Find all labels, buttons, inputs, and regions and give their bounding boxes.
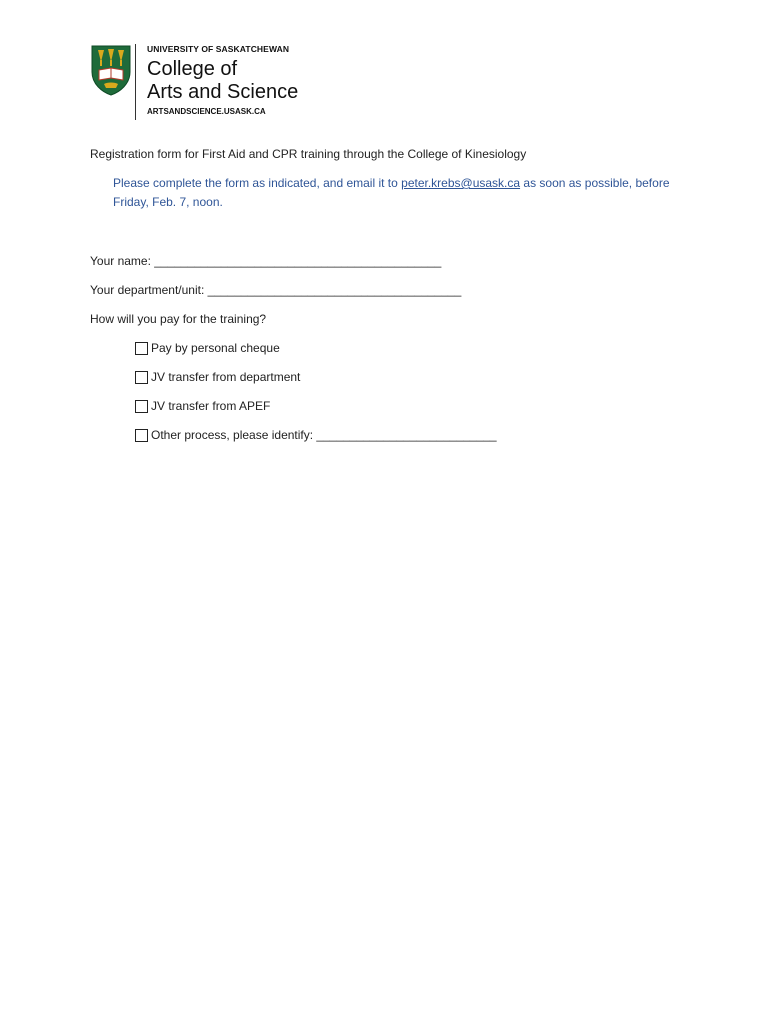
checkbox[interactable]	[135, 342, 148, 355]
letterhead-text	[147, 44, 347, 117]
payment-question: How will you pay for the training?	[90, 312, 267, 326]
university-name: UNIVERSITY OF SASKATCHEWAN	[147, 44, 290, 54]
email-link[interactable]: peter.krebs@usask.ca	[401, 176, 521, 190]
university-crest-icon	[90, 44, 132, 96]
payment-option-label: Other process, please identify: ___________________________	[151, 428, 497, 442]
payment-option-other[interactable]	[135, 427, 497, 443]
checkbox[interactable]	[135, 371, 148, 384]
payment-option-label: JV transfer from APEF	[151, 399, 271, 413]
letterhead-divider	[135, 44, 136, 120]
college-website: ARTSANDSCIENCE.USASK.CA	[147, 107, 266, 116]
payment-option-jv-department[interactable]	[135, 369, 300, 385]
form-title: Registration form for First Aid and CPR training through the College of Kinesiology	[90, 147, 527, 161]
instruction-text-start: Please complete the form as indicated, and email it to	[113, 176, 402, 190]
name-field[interactable]: Your name: ___________________________________________	[90, 254, 442, 268]
payment-option-label: Pay by personal cheque	[151, 341, 280, 355]
payment-option-cheque[interactable]	[135, 340, 280, 356]
form-body	[90, 146, 690, 442]
college-name-line1: College of	[147, 58, 238, 80]
instruction-text-end: as soon as possible, before Friday, Feb. 7, noon.	[113, 176, 670, 209]
payment-option-jv-apef[interactable]	[135, 398, 270, 414]
form-instruction	[113, 174, 690, 212]
checkbox[interactable]	[135, 400, 148, 413]
department-field[interactable]: Your department/unit: ______________________________________	[90, 283, 462, 297]
checkbox[interactable]	[135, 429, 148, 442]
letterhead	[90, 44, 350, 124]
payment-option-label: JV transfer from department	[151, 370, 301, 384]
college-name-line2: Arts and Science	[147, 81, 299, 103]
